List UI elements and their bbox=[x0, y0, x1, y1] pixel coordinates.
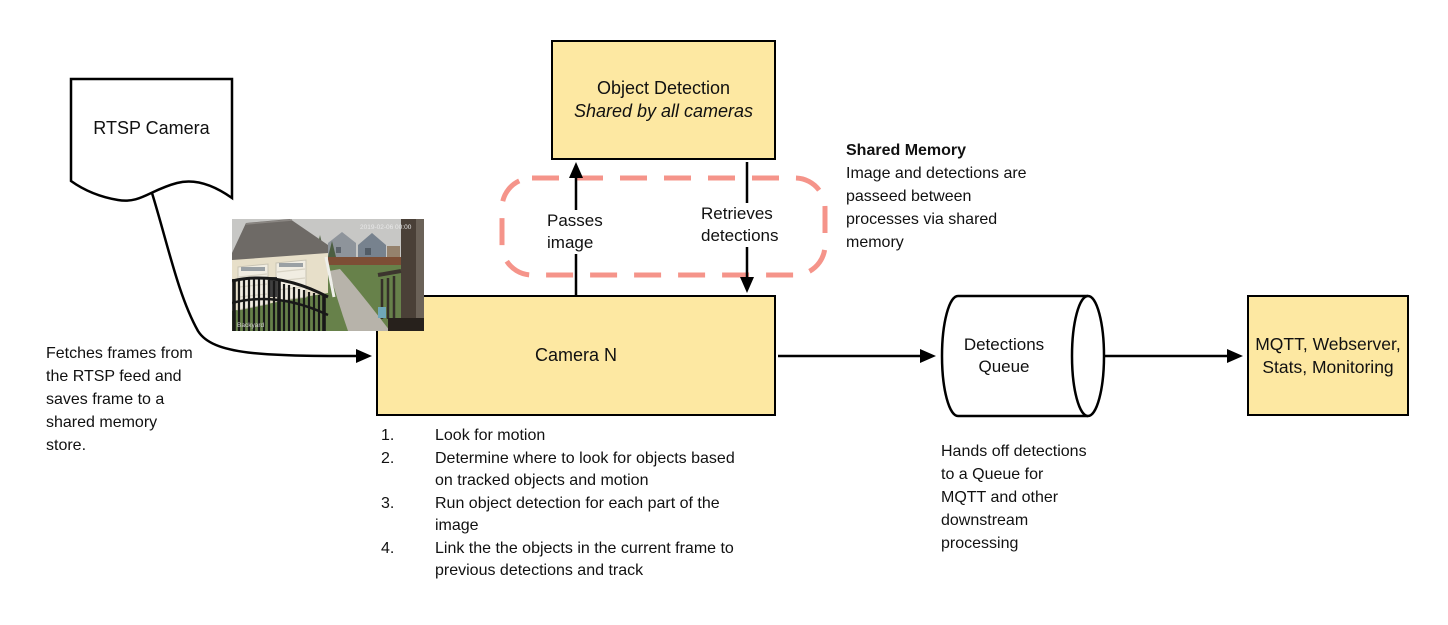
queue-handoff-note: Hands off detections to a Queue for MQTT and other downstream processing bbox=[941, 443, 1087, 552]
camera-steps-list bbox=[381, 425, 750, 583]
rtsp-camera-label: RTSP Camera bbox=[93, 118, 210, 138]
fetch-note: Fetches frames from the RTSP feed and saves frame to a shared memory store. bbox=[46, 345, 193, 454]
shared-memory-title: Shared Memory bbox=[846, 142, 967, 159]
outputs-node: MQTT, Webserver, Stats, Monitoring bbox=[1247, 295, 1409, 416]
object-detection-title: Object Detection bbox=[596, 78, 731, 98]
shared-memory-note: Shared Memory Image and detections are passeed between processes via shared memory bbox=[846, 139, 1027, 254]
passes-image-label: Passes image bbox=[547, 211, 603, 252]
camera-snapshot-photo bbox=[232, 219, 424, 331]
queue-cylinder-cap bbox=[1072, 296, 1104, 416]
camera-step: Link the the objects in the current frame to previous detections and track bbox=[435, 539, 734, 579]
camera-step: Run object detection for each part of the image bbox=[435, 494, 720, 534]
object-detection-node bbox=[551, 40, 776, 160]
camera-step: Look for motion bbox=[435, 427, 546, 444]
retrieves-detections-label: Retrieves detections bbox=[701, 204, 779, 245]
photo-camera-label: Backyard bbox=[237, 322, 265, 329]
camera-snapshot-scene bbox=[232, 219, 424, 331]
camera-n-label: Camera N bbox=[534, 345, 618, 365]
camera-step: Determine where to look for objects based on tracked objects and motion bbox=[435, 449, 735, 489]
detections-queue-label: Detections Queue bbox=[963, 334, 1045, 376]
photo-timestamp: 2019-02-06 00:00 bbox=[360, 224, 412, 231]
camera-n-node bbox=[376, 295, 776, 416]
object-detection-subtitle: Shared by all cameras bbox=[573, 101, 754, 121]
